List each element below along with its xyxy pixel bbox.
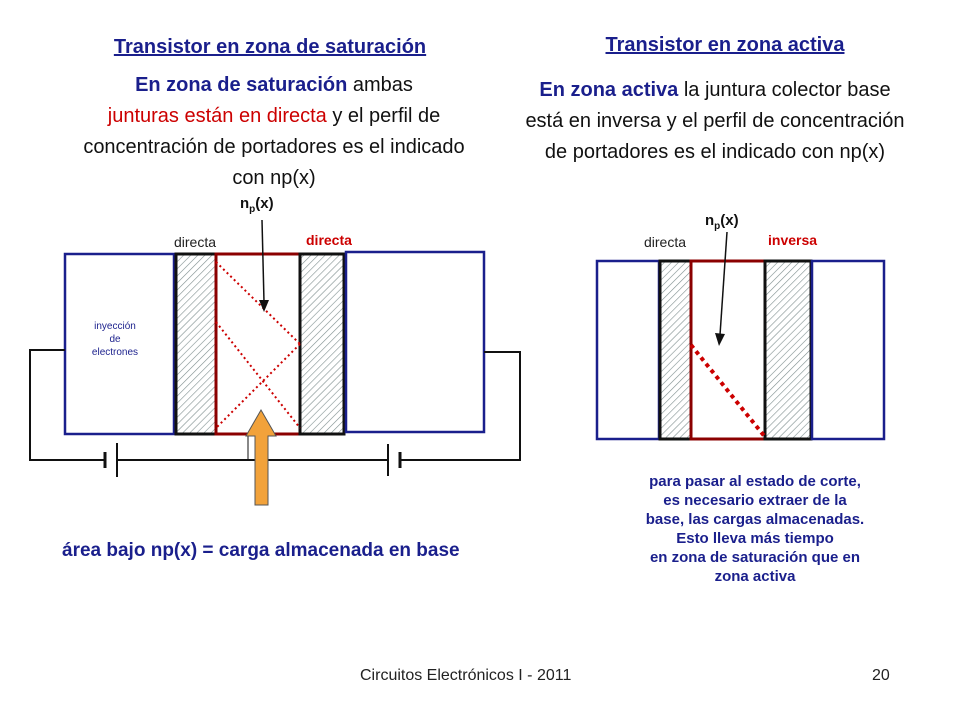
note-line-2: es necesario extraer de la: [663, 492, 847, 509]
injection-line-3: electrones: [91, 347, 139, 358]
injection-label: [80, 320, 150, 359]
left-label-directa-2: directa: [306, 232, 352, 248]
note-line-1: para pasar al estado de corte,: [649, 473, 861, 490]
left-para-red: junturas están en directa: [107, 105, 327, 127]
right-label-inversa: inversa: [768, 232, 818, 248]
left-para-bold: En zona de saturación: [135, 74, 348, 96]
right-emitter-depletion: [660, 261, 691, 439]
note-line-5: en zona de saturación que en: [649, 549, 861, 566]
left-np-label: [240, 195, 274, 215]
right-collector-block: [812, 261, 884, 439]
left-title: Transistor en zona de saturación: [113, 36, 427, 58]
right-base-region: [691, 261, 765, 439]
left-para-text1: ambas: [347, 74, 413, 96]
note-line-6: zona activa: [714, 568, 796, 585]
left-transistor: [30, 220, 520, 505]
left-base-region: [216, 254, 300, 434]
footer-course: Circuitos Electrónicos I - 2011: [360, 667, 572, 684]
injection-line-1: inyección: [94, 321, 136, 332]
right-np-rest: (x): [720, 212, 739, 229]
right-emitter-block: [597, 261, 659, 439]
left-label-directa-1: directa: [174, 234, 217, 250]
injection-line-2: de: [109, 334, 121, 345]
right-transistor: [597, 232, 884, 439]
note-line-4: Esto lleva más tiempo: [676, 530, 834, 547]
right-para-text1: la juntura colector base está en inversa y el perfil de concentración de portadores es el indicado con np(x): [525, 79, 905, 163]
right-note: [590, 472, 920, 586]
page-number: 20: [872, 667, 890, 684]
left-np-rest: (x): [255, 195, 274, 212]
left-collector-depletion: [300, 254, 344, 434]
right-label-directa: directa: [644, 234, 687, 250]
left-collector-block: [346, 252, 484, 432]
right-para-bold: En zona activa: [539, 79, 679, 101]
left-np-n: n: [240, 195, 250, 212]
area-caption: área bajo np(x) = carga almacenada en base: [62, 540, 460, 561]
right-collector-depletion: [765, 261, 811, 439]
left-emitter-depletion: [176, 254, 216, 434]
left-battery-2: [388, 444, 400, 476]
left-np-sub: p: [249, 204, 256, 215]
right-title: Transistor en zona activa: [605, 34, 845, 56]
left-para-text2: y el perfil de concentración de portadores es el indicado con np(x): [83, 105, 465, 189]
right-np-label: [705, 212, 739, 232]
right-np-n: n: [705, 212, 715, 229]
note-line-3: base, las cargas almacenadas.: [645, 511, 865, 528]
left-battery-1: [105, 443, 117, 477]
right-np-sub: p: [714, 221, 721, 232]
